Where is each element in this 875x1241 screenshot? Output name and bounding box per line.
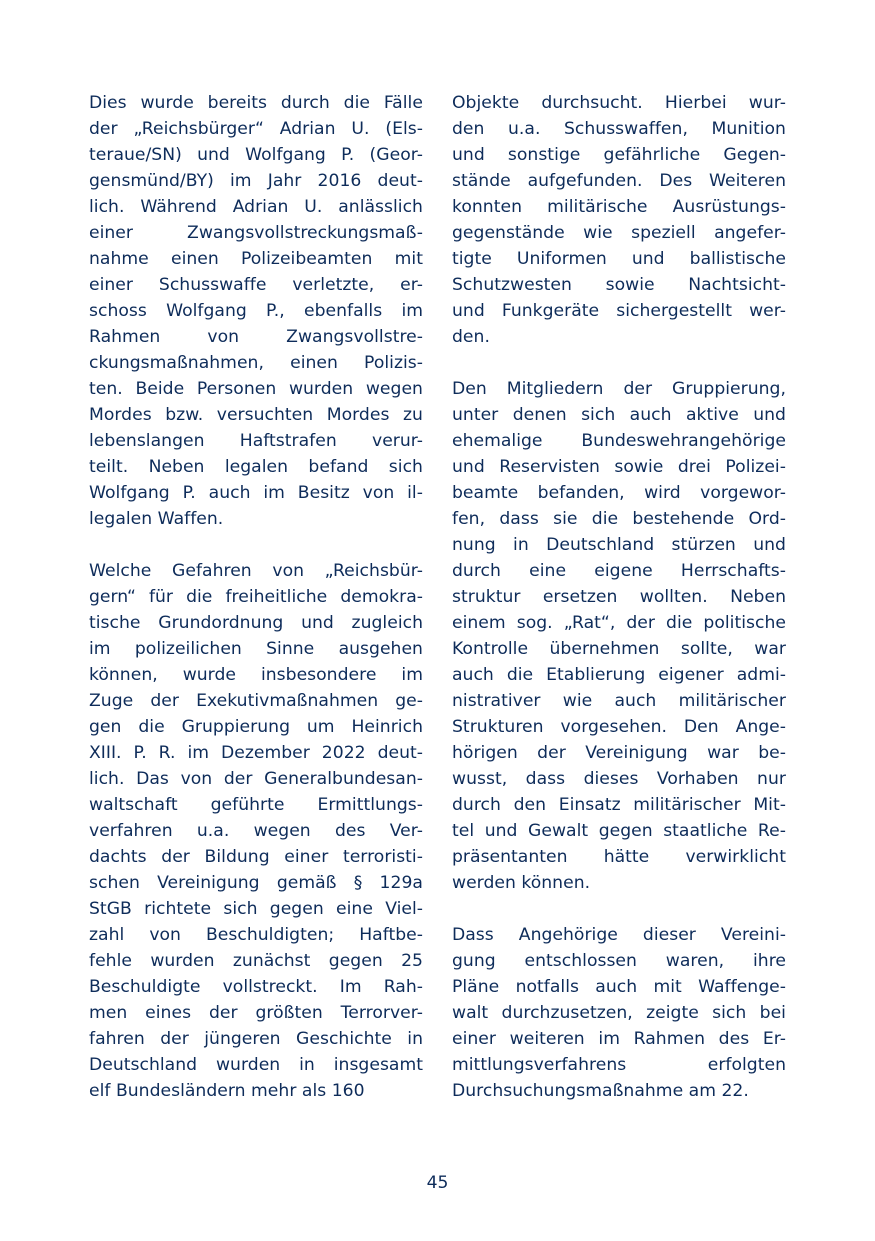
text-line: walt durchzusetzen, zeigte sich bei [452, 1003, 786, 1023]
text-line: auch die Etablierung eigener admi- [452, 665, 786, 685]
text-line: lich. Während Adrian U. anlässlich [89, 197, 423, 217]
text-line: legalen Waffen. [89, 509, 224, 529]
text-line: schoss Wolfgang P., ebenfalls im [89, 301, 423, 321]
text-line: und Reservisten sowie drei Polizei- [452, 457, 786, 477]
text-line: StGB richtete sich gegen eine Viel- [89, 899, 423, 919]
text-line: schen Vereinigung gemäß § 129a [89, 873, 423, 893]
text-line: Deutschland wurden in insgesamt [89, 1055, 423, 1075]
paragraph [452, 376, 786, 896]
text-line: Durchsuchungsmaßnahme am 22. [452, 1081, 749, 1101]
text-line: nung in Deutschland stürzen und [452, 535, 786, 555]
text-line: mittlungsverfahrens erfolgten [452, 1055, 786, 1075]
text-line: Schutzwesten sowie Nachtsicht- [452, 275, 786, 295]
text-line: gegenstände wie speziell angefer- [452, 223, 786, 243]
text-line: im polizeilichen Sinne ausgehen [89, 639, 423, 659]
text-line: gen die Gruppierung um Heinrich [89, 717, 423, 737]
paragraph-gap [89, 532, 423, 558]
text-line: tel und Gewalt gegen staatliche Re- [452, 821, 786, 841]
text-line: ckungsmaßnahmen, einen Polizis- [89, 353, 423, 373]
text-line: lebenslangen Haftstrafen verur- [89, 431, 423, 451]
text-line: wusst, dass dieses Vorhaben nur [452, 769, 786, 789]
text-line: und sonstige gefährliche Gegen- [452, 145, 786, 165]
text-line: Rahmen von Zwangsvollstre- [89, 327, 423, 347]
text-line: elf Bundesländern mehr als 160 [89, 1081, 365, 1101]
text-line: teraue/SN) und Wolfgang P. (Geor- [89, 145, 423, 165]
text-line: Dies wurde bereits durch die Fälle [89, 93, 423, 113]
text-line: einer weiteren im Rahmen des Er- [452, 1029, 786, 1049]
text-line: ten. Beide Personen wurden wegen [89, 379, 423, 399]
text-line: gern“ für die freiheitliche demokra- [89, 587, 423, 607]
text-line: beamte befanden, wird vorgewor- [452, 483, 786, 503]
text-line: tigte Uniformen und ballistische [452, 249, 786, 269]
text-line: Mordes bzw. versuchten Mordes zu [89, 405, 423, 425]
paragraph-gap [452, 896, 786, 922]
text-line: hörigen der Vereinigung war be- [452, 743, 786, 763]
text-line: waltschaft geführte Ermittlungs- [89, 795, 423, 815]
text-line: den u.a. Schusswaffen, Munition [452, 119, 786, 139]
text-line: Objekte durchsucht. Hierbei wur- [452, 93, 786, 113]
text-line: fen, dass sie die bestehende Ord- [452, 509, 786, 529]
text-line: ehemalige Bundeswehrangehörige [452, 431, 786, 451]
text-line: durch den Einsatz militärischer Mit- [452, 795, 786, 815]
text-line: men eines der größten Terrorver- [89, 1003, 423, 1023]
text-line: Den Mitgliedern der Gruppierung, [452, 379, 786, 399]
page-number: 45 [426, 1173, 449, 1193]
text-line: Wolfgang P. auch im Besitz von il- [89, 483, 423, 503]
text-line: den. [452, 327, 490, 347]
text-line: der „Reichsbürger“ Adrian U. (Els- [89, 119, 423, 139]
text-line: Zuge der Exekutivmaßnahmen ge- [89, 691, 423, 711]
left-column [89, 90, 423, 1104]
text-line: dachts der Bildung einer terroristi- [89, 847, 423, 867]
text-line: und Funkgeräte sichergestellt wer- [452, 301, 786, 321]
text-line: Dass Angehörige dieser Vereini- [452, 925, 786, 945]
text-line: tische Grundordnung und zugleich [89, 613, 423, 633]
paragraph [452, 922, 786, 1104]
text-line: nistrativer wie auch militärischer [452, 691, 786, 711]
text-line: XIII. P. R. im Dezember 2022 deut- [89, 743, 423, 763]
text-line: Strukturen vorgesehen. Den Ange- [452, 717, 786, 737]
text-line: Welche Gefahren von „Reichsbür- [89, 561, 423, 581]
text-line: gensmünd/BY) im Jahr 2016 deut- [89, 171, 423, 191]
text-line: fahren der jüngeren Geschichte in [89, 1029, 423, 1049]
text-line: Beschuldigte vollstreckt. Im Rah- [89, 977, 423, 997]
text-line: verfahren u.a. wegen des Ver- [89, 821, 423, 841]
text-line: fehle wurden zunächst gegen 25 [89, 951, 423, 971]
text-line: zahl von Beschuldigten; Haftbe- [89, 925, 423, 945]
text-line: einer Schusswaffe verletzte, er- [89, 275, 423, 295]
text-line: lich. Das von der Generalbundesan- [89, 769, 423, 789]
text-line: durch eine eigene Herrschafts- [452, 561, 786, 581]
text-line: einer Zwangsvollstreckungsmaß- [89, 223, 423, 243]
text-line: konnten militärische Ausrüstungs- [452, 197, 786, 217]
text-line: struktur ersetzen wollten. Neben [452, 587, 786, 607]
text-line: werden können. [452, 873, 591, 893]
text-line: können, wurde insbesondere im [89, 665, 423, 685]
paragraph [89, 90, 423, 532]
text-line: stände aufgefunden. Des Weiteren [452, 171, 786, 191]
paragraph [452, 90, 786, 350]
text-line: nahme einen Polizeibeamten mit [89, 249, 423, 269]
text-line: Pläne notfalls auch mit Waffenge- [452, 977, 786, 997]
text-line: Kontrolle übernehmen sollte, war [452, 639, 786, 659]
text-line: teilt. Neben legalen befand sich [89, 457, 423, 477]
text-line: gung entschlossen waren, ihre [452, 951, 786, 971]
right-column [452, 90, 786, 1104]
text-line: präsentanten hätte verwirklicht [452, 847, 786, 867]
paragraph [89, 558, 423, 1104]
text-line: unter denen sich auch aktive und [452, 405, 786, 425]
paragraph-gap [452, 350, 786, 376]
text-line: einem sog. „Rat“, der die politische [452, 613, 786, 633]
